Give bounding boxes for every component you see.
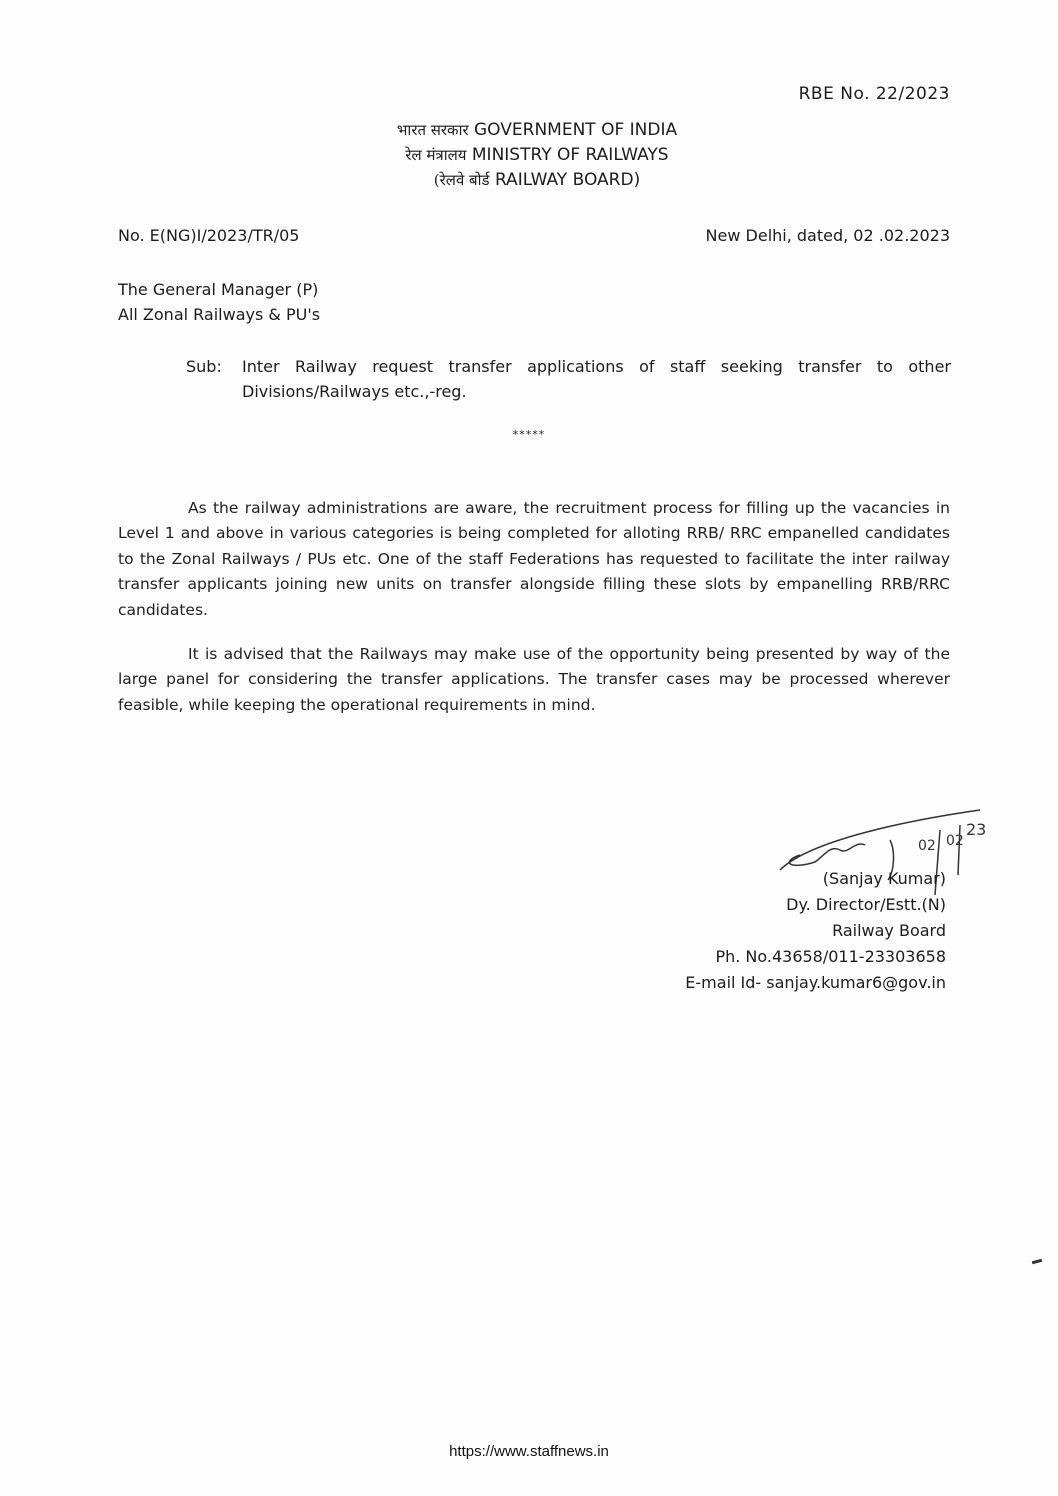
addressee-line-2: All Zonal Railways & PU's [118, 305, 321, 324]
signatory-name: (Sanjay Kumar) [822, 869, 946, 888]
separator-stars: ***** [512, 428, 546, 441]
subject-label: Sub: [186, 357, 222, 376]
rbe-number: RBE No. 22/2023 [798, 84, 950, 104]
reference-number: No. E(NG)I/2023/TR/05 [118, 226, 300, 245]
signatory-office: Railway Board [832, 921, 946, 940]
letterhead-board [16, 168, 1058, 193]
place-and-date: New Delhi, dated, 02 .02.2023 [705, 226, 950, 245]
signature-date-day: 02 [918, 838, 936, 854]
letterhead-ministry [16, 143, 1058, 168]
letterhead-government [16, 118, 1058, 143]
letterhead-board-english: RAILWAY BOARD) [494, 170, 641, 190]
letterhead-ministry-english: MINISTRY OF RAILWAYS [471, 145, 669, 165]
addressee [118, 277, 320, 327]
footer-url-link[interactable]: https://www.staffnews.in [449, 1443, 609, 1460]
subject [186, 354, 951, 404]
signatory-phone: Ph. No.43658/011-23303658 [715, 947, 946, 966]
letterhead [0, 118, 1058, 193]
letterhead-ministry-hindi: रेल मंत्रालय [405, 146, 467, 164]
subject-text: Inter Railway request transfer applications of staff seeking transfer to other Divisions/Railways etc.,-reg. [242, 357, 951, 401]
signature-date-year: 23 [966, 820, 987, 839]
signature-date-month: 02 [946, 833, 964, 849]
letterhead-government-english: GOVERNMENT OF INDIA [474, 120, 678, 140]
scan-artifact [1032, 1259, 1042, 1264]
letterhead-board-hindi: (रेलवे बोर्ड [433, 171, 490, 189]
signatory-email[interactable]: E-mail Id- sanjay.kumar6@gov.in [685, 973, 946, 992]
signatory-block [685, 866, 946, 996]
signatory-designation: Dy. Director/Estt.(N) [786, 895, 946, 914]
body-paragraph-2: It is advised that the Railways may make use of the opportunity being presented by way of the large panel for considering the transfer applications. The transfer cases may be processed wherever feasible, while keeping the operational requirements in mind. [118, 644, 950, 714]
letterhead-government-hindi: भारत सरकार [396, 121, 469, 139]
body-paragraph-1: As the railway administrations are aware, the recruitment process for filling up the vacancies in Level 1 and above in various categories is being completed for alloting RRB/ RRC empanelled candidates to the Zonal Railways / PUs etc. One of the staff Federations has requested to facilitate the inter railway transfer applicants joining new units on transfer alongside filling these slots by empanelling RRB/RRC candidates. [118, 498, 950, 619]
addressee-line-1: The General Manager (P) [118, 280, 319, 299]
